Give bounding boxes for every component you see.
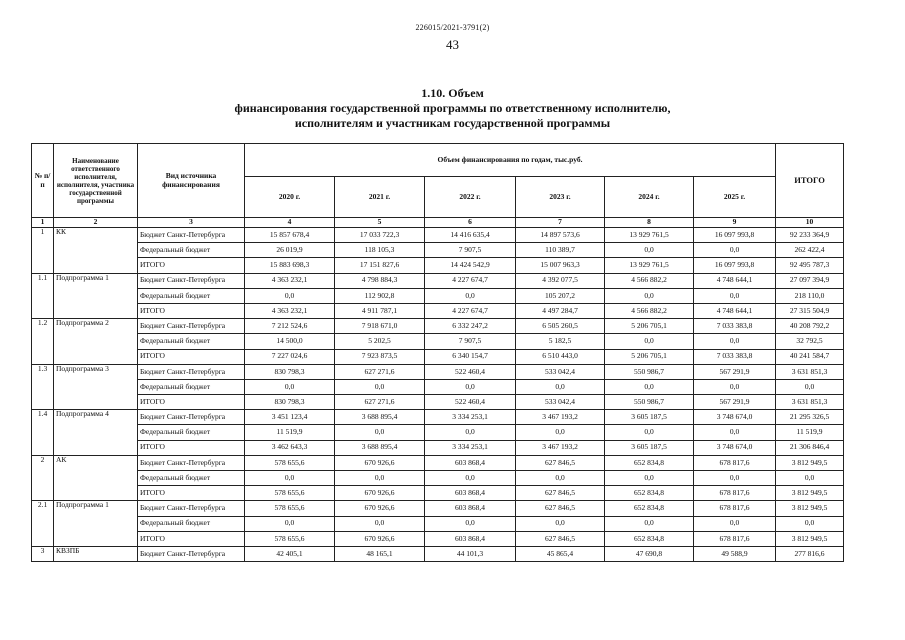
year-value: 6 505 260,5 (516, 319, 605, 334)
year-value: 17 033 722,3 (335, 228, 425, 243)
year-value: 0,0 (245, 471, 335, 486)
year-value: 0,0 (694, 243, 776, 258)
year-value: 112 902,8 (335, 288, 425, 303)
year-value: 4 363 232,1 (245, 273, 335, 288)
funding-source: Бюджет Санкт-Петербурга (138, 228, 245, 243)
year-value: 105 207,2 (516, 288, 605, 303)
header-source: Вид источника финансирования (138, 144, 245, 218)
year-value: 603 868,4 (425, 455, 516, 470)
table-row (32, 258, 844, 273)
year-value: 0,0 (516, 379, 605, 394)
year-value: 3 467 193,2 (516, 440, 605, 455)
funding-source: ИТОГО (138, 303, 245, 318)
row-number: 1.2 (32, 319, 54, 365)
year-value: 652 834,8 (605, 455, 694, 470)
funding-source: Бюджет Санкт-Петербурга (138, 273, 245, 288)
funding-source: Федеральный бюджет (138, 243, 245, 258)
year-value: 550 986,7 (605, 364, 694, 379)
funding-source: ИТОГО (138, 349, 245, 364)
year-value: 0,0 (425, 425, 516, 440)
header-total: ИТОГО (776, 144, 844, 218)
year-value: 4 566 882,2 (605, 303, 694, 318)
header-year: 2024 г. (605, 177, 694, 218)
header-year: 2023 г. (516, 177, 605, 218)
funding-source: Бюджет Санкт-Петербурга (138, 410, 245, 425)
table-row (32, 228, 844, 243)
table-row (32, 410, 844, 425)
year-value: 533 042,4 (516, 364, 605, 379)
header-years-group: Объем финансирования по годам, тыс.руб. (245, 144, 776, 177)
total-value: 218 110,0 (776, 288, 844, 303)
executor-name: Подпрограмма 1 (54, 501, 138, 547)
year-value: 6 332 247,2 (425, 319, 516, 334)
year-value: 5 206 705,1 (605, 319, 694, 334)
year-value: 48 165,1 (335, 546, 425, 561)
section-title (0, 86, 905, 131)
year-value: 678 817,6 (694, 531, 776, 546)
year-value: 670 926,6 (335, 486, 425, 501)
year-value: 110 389,7 (516, 243, 605, 258)
year-value: 4 748 644,1 (694, 273, 776, 288)
column-number: 9 (694, 218, 776, 228)
year-value: 0,0 (425, 471, 516, 486)
total-value: 21 295 326,5 (776, 410, 844, 425)
funding-source: Федеральный бюджет (138, 379, 245, 394)
year-value: 627 271,6 (335, 364, 425, 379)
total-value: 3 812 949,5 (776, 531, 844, 546)
table-row (32, 546, 844, 561)
year-value: 567 291,9 (694, 364, 776, 379)
row-number: 3 (32, 546, 54, 561)
table-row (32, 334, 844, 349)
table-row (32, 273, 844, 288)
year-value: 627 846,5 (516, 455, 605, 470)
column-number: 10 (776, 218, 844, 228)
year-value: 44 101,3 (425, 546, 516, 561)
funding-source: ИТОГО (138, 531, 245, 546)
year-value: 0,0 (335, 379, 425, 394)
year-value: 578 655,6 (245, 486, 335, 501)
year-value: 4 227 674,7 (425, 273, 516, 288)
executor-name: Подпрограмма 4 (54, 410, 138, 456)
year-value: 0,0 (694, 379, 776, 394)
total-value: 40 208 792,2 (776, 319, 844, 334)
total-value: 40 241 584,7 (776, 349, 844, 364)
year-value: 0,0 (425, 379, 516, 394)
year-value: 3 334 253,1 (425, 440, 516, 455)
year-value: 0,0 (516, 471, 605, 486)
total-value: 92 233 364,9 (776, 228, 844, 243)
column-number: 2 (54, 218, 138, 228)
year-value: 0,0 (605, 379, 694, 394)
year-value: 670 926,6 (335, 455, 425, 470)
row-number: 1.3 (32, 364, 54, 410)
year-value: 0,0 (694, 471, 776, 486)
year-value: 0,0 (605, 516, 694, 531)
year-value: 5 182,5 (516, 334, 605, 349)
total-value: 3 812 949,5 (776, 501, 844, 516)
year-value: 0,0 (425, 288, 516, 303)
total-value: 0,0 (776, 379, 844, 394)
year-value: 578 655,6 (245, 455, 335, 470)
year-value: 627 271,6 (335, 395, 425, 410)
table-row (32, 349, 844, 364)
year-value: 0,0 (425, 516, 516, 531)
total-value: 3 812 949,5 (776, 486, 844, 501)
year-value: 0,0 (694, 425, 776, 440)
year-value: 5 202,5 (335, 334, 425, 349)
year-value: 14 416 635,4 (425, 228, 516, 243)
funding-source: Бюджет Санкт-Петербурга (138, 319, 245, 334)
year-value: 4 748 644,1 (694, 303, 776, 318)
year-value: 652 834,8 (605, 486, 694, 501)
table-row (32, 288, 844, 303)
header-year: 2020 г. (245, 177, 335, 218)
year-value: 550 986,7 (605, 395, 694, 410)
executor-name: Подпрограмма 1 (54, 273, 138, 319)
year-value: 7 923 873,5 (335, 349, 425, 364)
row-number: 2 (32, 455, 54, 501)
year-value: 578 655,6 (245, 531, 335, 546)
year-value: 14 424 542,9 (425, 258, 516, 273)
year-value: 678 817,6 (694, 501, 776, 516)
year-value: 7 227 024,6 (245, 349, 335, 364)
title-line-3: исполнителям и участникам государственной программы (294, 116, 611, 130)
total-value: 11 519,9 (776, 425, 844, 440)
year-value: 7 033 383,8 (694, 319, 776, 334)
funding-source: Федеральный бюджет (138, 288, 245, 303)
table-row (32, 531, 844, 546)
year-value: 7 212 524,6 (245, 319, 335, 334)
title-line-1: 1.10. Объем (421, 86, 484, 100)
year-value: 627 846,5 (516, 531, 605, 546)
year-value: 627 846,5 (516, 486, 605, 501)
header-year: 2022 г. (425, 177, 516, 218)
total-value: 21 306 846,4 (776, 440, 844, 455)
table-row (32, 425, 844, 440)
year-value: 830 798,3 (245, 395, 335, 410)
funding-source: Федеральный бюджет (138, 334, 245, 349)
funding-source: ИТОГО (138, 486, 245, 501)
table-row (32, 516, 844, 531)
year-value: 3 688 895,4 (335, 410, 425, 425)
funding-source: Бюджет Санкт-Петербурга (138, 364, 245, 379)
year-value: 4 497 284,7 (516, 303, 605, 318)
year-value: 5 206 705,1 (605, 349, 694, 364)
year-value: 652 834,8 (605, 531, 694, 546)
title-line-2: финансирования государственной программы по ответственному исполнителю, (234, 101, 671, 115)
year-value: 522 460,4 (425, 395, 516, 410)
year-value: 3 467 193,2 (516, 410, 605, 425)
year-value: 45 865,4 (516, 546, 605, 561)
header-year: 2025 г. (694, 177, 776, 218)
column-number: 6 (425, 218, 516, 228)
year-value: 6 340 154,7 (425, 349, 516, 364)
total-value: 0,0 (776, 471, 844, 486)
year-value: 4 392 077,5 (516, 273, 605, 288)
table-row (32, 243, 844, 258)
year-value: 0,0 (245, 288, 335, 303)
year-value: 4 566 882,2 (605, 273, 694, 288)
total-value: 3 631 851,3 (776, 395, 844, 410)
year-value: 0,0 (335, 516, 425, 531)
table-row (32, 319, 844, 334)
row-number: 1 (32, 228, 54, 274)
year-value: 0,0 (335, 425, 425, 440)
year-value: 42 405,1 (245, 546, 335, 561)
funding-source: Бюджет Санкт-Петербурга (138, 455, 245, 470)
year-value: 0,0 (694, 334, 776, 349)
year-value: 0,0 (605, 243, 694, 258)
funding-source: Бюджет Санкт-Петербурга (138, 501, 245, 516)
year-value: 118 105,3 (335, 243, 425, 258)
year-value: 14 500,0 (245, 334, 335, 349)
year-value: 13 929 761,5 (605, 228, 694, 243)
total-value: 3 631 851,3 (776, 364, 844, 379)
table-row (32, 395, 844, 410)
table-row (32, 379, 844, 394)
table-row (32, 440, 844, 455)
year-value: 0,0 (245, 516, 335, 531)
year-value: 603 868,4 (425, 486, 516, 501)
column-number: 1 (32, 218, 54, 228)
year-value: 670 926,6 (335, 501, 425, 516)
year-value: 16 097 993,8 (694, 228, 776, 243)
total-value: 262 422,4 (776, 243, 844, 258)
year-value: 15 857 678,4 (245, 228, 335, 243)
header-year: 2021 г. (335, 177, 425, 218)
funding-source: Федеральный бюджет (138, 425, 245, 440)
year-value: 0,0 (605, 425, 694, 440)
row-number: 1.4 (32, 410, 54, 456)
year-value: 7 033 383,8 (694, 349, 776, 364)
year-value: 3 688 895,4 (335, 440, 425, 455)
total-value: 32 792,5 (776, 334, 844, 349)
year-value: 3 748 674,0 (694, 410, 776, 425)
year-value: 17 151 827,6 (335, 258, 425, 273)
table-row (32, 486, 844, 501)
funding-source: Федеральный бюджет (138, 471, 245, 486)
total-value: 277 816,6 (776, 546, 844, 561)
year-value: 11 519,9 (245, 425, 335, 440)
year-value: 4 227 674,7 (425, 303, 516, 318)
year-value: 7 907,5 (425, 243, 516, 258)
year-value: 603 868,4 (425, 531, 516, 546)
executor-name: Подпрограмма 3 (54, 364, 138, 410)
year-value: 47 690,8 (605, 546, 694, 561)
year-value: 522 460,4 (425, 364, 516, 379)
year-value: 3 748 674,0 (694, 440, 776, 455)
table-row (32, 303, 844, 318)
row-number: 2.1 (32, 501, 54, 547)
year-value: 678 817,6 (694, 455, 776, 470)
year-value: 3 605 187,5 (605, 440, 694, 455)
header-name: Наименование ответственного исполнителя, исполнителя, участника государственной программы (54, 144, 138, 218)
year-value: 4 363 232,1 (245, 303, 335, 318)
year-value: 0,0 (516, 425, 605, 440)
year-value: 0,0 (516, 516, 605, 531)
year-value: 0,0 (245, 379, 335, 394)
year-value: 7 907,5 (425, 334, 516, 349)
header-num: № п/п (32, 144, 54, 218)
table-row (32, 364, 844, 379)
financing-table (31, 143, 844, 562)
year-value: 3 334 253,1 (425, 410, 516, 425)
year-value: 0,0 (694, 288, 776, 303)
year-value: 578 655,6 (245, 501, 335, 516)
year-value: 16 097 993,8 (694, 258, 776, 273)
column-number: 4 (245, 218, 335, 228)
total-value: 92 495 787,3 (776, 258, 844, 273)
table-row (32, 501, 844, 516)
year-value: 4 798 884,3 (335, 273, 425, 288)
executor-name: КК (54, 228, 138, 274)
executor-name: КВЗПБ (54, 546, 138, 561)
funding-source: ИТОГО (138, 440, 245, 455)
table-row (32, 471, 844, 486)
year-value: 627 846,5 (516, 501, 605, 516)
year-value: 4 911 787,1 (335, 303, 425, 318)
year-value: 830 798,3 (245, 364, 335, 379)
year-value: 26 019,9 (245, 243, 335, 258)
column-number: 5 (335, 218, 425, 228)
year-value: 0,0 (605, 471, 694, 486)
funding-source: Федеральный бюджет (138, 516, 245, 531)
year-value: 652 834,8 (605, 501, 694, 516)
column-number: 7 (516, 218, 605, 228)
total-value: 27 097 394,9 (776, 273, 844, 288)
column-number: 3 (138, 218, 245, 228)
year-value: 603 868,4 (425, 501, 516, 516)
year-value: 0,0 (605, 334, 694, 349)
executor-name: АК (54, 455, 138, 501)
page-number: 43 (446, 37, 459, 52)
year-value: 7 918 671,0 (335, 319, 425, 334)
column-number: 8 (605, 218, 694, 228)
year-value: 15 883 698,3 (245, 258, 335, 273)
funding-source: ИТОГО (138, 258, 245, 273)
total-value: 0,0 (776, 516, 844, 531)
year-value: 6 510 443,0 (516, 349, 605, 364)
executor-name: Подпрограмма 2 (54, 319, 138, 365)
year-value: 533 042,4 (516, 395, 605, 410)
document-number: 226015/2021-3791(2) (415, 23, 490, 32)
year-value: 14 897 573,6 (516, 228, 605, 243)
year-value: 0,0 (335, 471, 425, 486)
year-value: 567 291,9 (694, 395, 776, 410)
year-value: 3 605 187,5 (605, 410, 694, 425)
year-value: 678 817,6 (694, 486, 776, 501)
year-value: 0,0 (605, 288, 694, 303)
funding-source: Бюджет Санкт-Петербурга (138, 546, 245, 561)
year-value: 3 462 643,3 (245, 440, 335, 455)
year-value: 670 926,6 (335, 531, 425, 546)
funding-source: ИТОГО (138, 395, 245, 410)
row-number: 1.1 (32, 273, 54, 319)
total-value: 27 315 504,9 (776, 303, 844, 318)
year-value: 13 929 761,5 (605, 258, 694, 273)
year-value: 3 451 123,4 (245, 410, 335, 425)
year-value: 49 588,9 (694, 546, 776, 561)
total-value: 3 812 949,5 (776, 455, 844, 470)
table-row (32, 455, 844, 470)
year-value: 15 007 963,3 (516, 258, 605, 273)
year-value: 0,0 (694, 516, 776, 531)
